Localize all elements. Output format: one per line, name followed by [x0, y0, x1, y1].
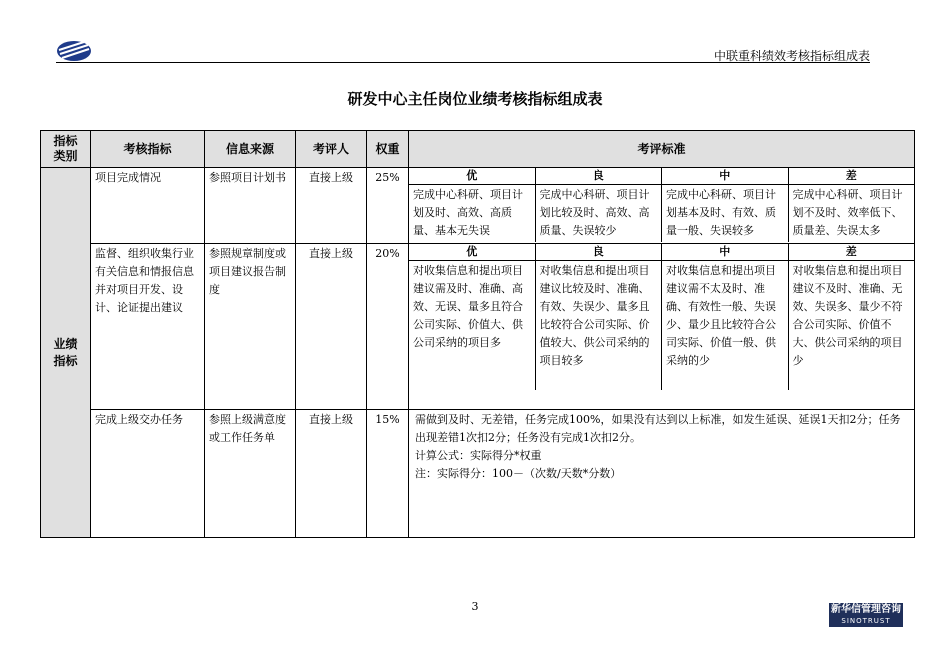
grade-description: 完成中心科研、项目计划比较及时、高效、高质量、失误较少 [536, 185, 663, 242]
grade-label: 优 [409, 168, 536, 185]
company-logo-icon [56, 40, 92, 62]
table-row [41, 244, 915, 410]
indicator-cell: 完成上级交办任务 [91, 410, 205, 538]
weight-cell: 20% [367, 244, 409, 410]
grade-description: 对收集信息和提出项目建议需不太及时、准确、有效性一般、失误少、量少且比较符合公司实际、价值一般、供采纳的少 [662, 261, 789, 390]
kpi-table [40, 130, 915, 538]
header-assessor: 考评人 [296, 131, 367, 168]
source-cell: 参照项目计划书 [205, 168, 296, 244]
assessor-cell: 直接上级 [296, 410, 367, 538]
assessor-cell: 直接上级 [296, 244, 367, 410]
grade-label: 中 [662, 168, 789, 185]
category-label: 业绩指标 [53, 336, 78, 368]
page-number: 3 [471, 600, 479, 613]
document-title: 研发中心主任岗位业绩考核指标组成表 [347, 90, 603, 108]
grade-description: 对收集信息和提出项目建议需及时、准确、高效、无误、量多且符合公司实际、价值大、供公司采纳的项目多 [409, 261, 536, 390]
grade-description: 对收集信息和提出项目建议比较及时、准确、有效、失误少、量多且比较符合公司实际、价值较大、供公司采纳的项目较多 [536, 261, 663, 390]
indicator-cell: 监督、组织收集行业有关信息和情报信息并对项目开发、设计、论证提出建议 [91, 244, 205, 410]
header-indicator: 考核指标 [91, 131, 205, 168]
standard-cell [409, 168, 915, 244]
grade-label: 优 [409, 244, 536, 261]
source-cell: 参照上级满意度或工作任务单 [205, 410, 296, 538]
header-category: 指标类别 [41, 131, 91, 168]
formula-text: 计算公式：实际得分*权重 [415, 449, 542, 462]
grade-label: 差 [789, 168, 915, 185]
brand-logo [829, 603, 903, 627]
header-title: 中联重科绩效考核指标组成表 [713, 49, 870, 63]
header-weight: 权重 [367, 131, 409, 168]
brand-name: 新华信管理咨询 [831, 604, 901, 615]
grade-description: 对收集信息和提出项目建议不及时、准确、无效、失误多、量少不符合公司实际、价值不大、供公司采纳的项目少 [792, 264, 903, 367]
header-source: 信息来源 [205, 131, 296, 168]
grade-label: 差 [789, 244, 915, 261]
source-cell: 参照规章制度或项目建议报告制度 [205, 244, 296, 410]
table-row [41, 168, 915, 244]
grade-label: 良 [536, 168, 663, 185]
brand-name-en: SINOTRUST [841, 617, 891, 625]
grade-description: 完成中心科研、项目计划不及时、效率低下、质量差、失误太多 [792, 188, 903, 237]
standard-cell [409, 410, 915, 538]
grade-grid [409, 244, 914, 390]
header-divider [56, 62, 870, 63]
indicator-cell: 项目完成情况 [91, 168, 205, 244]
header-standard: 考评标准 [409, 131, 915, 168]
weight-cell: 25% [367, 168, 409, 244]
grade-description: 完成中心科研、项目计划基本及时、有效、质量一般、失误较多 [662, 185, 789, 242]
table-row [41, 410, 915, 538]
standard-cell [409, 244, 915, 410]
standard-text: 需做到及时、无差错，任务完成100%，如果没有达到以上标准，如发生延误、延误1天扣2分；任务出现差错1次扣2分；任务没有完成1次扣2分。 [415, 413, 901, 444]
grade-description: 完成中心科研、项目计划及时、高效、高质量、基本无失误 [409, 185, 536, 242]
weight-cell: 15% [367, 410, 409, 538]
grade-label: 良 [536, 244, 663, 261]
category-cell [41, 168, 91, 538]
grade-label: 中 [662, 244, 789, 261]
grade-grid [409, 168, 914, 242]
assessor-cell: 直接上级 [296, 168, 367, 244]
note-text: 注：实际得分：100－（次数/天数*分数） [415, 467, 622, 480]
table-header-row [41, 131, 915, 168]
